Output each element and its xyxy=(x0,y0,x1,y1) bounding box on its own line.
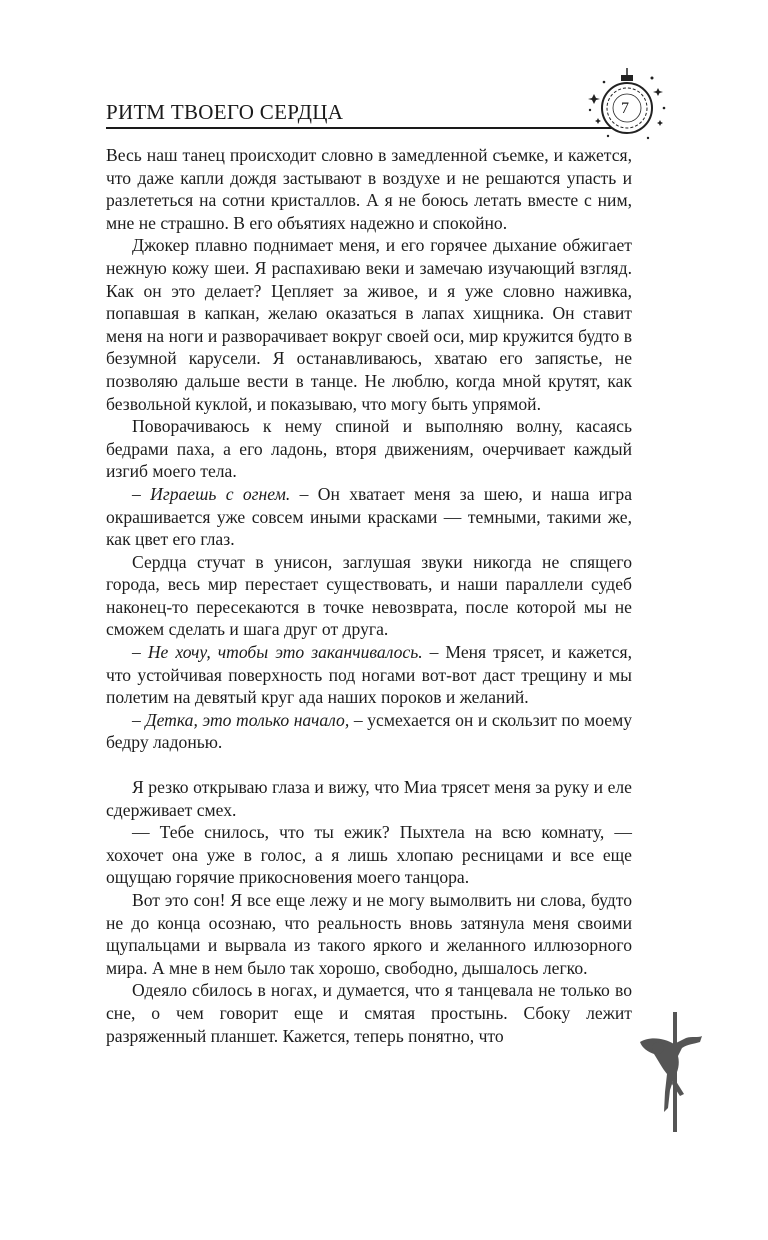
paragraph: Весь наш танец происходит словно в замедленной съемке, и кажется, что даже капли дождя застывают в воздухе и не решаются упасть и разлететься на сотни кристаллов. А я не боюсь летать вместе с ним, мне не страшно. В его объятиях надежно и спокойно. xyxy=(106,145,632,233)
paragraph: Поворачиваюсь к нему спиной и выполняю волну, касаясь бедрами паха, а его ладонь, вторя движениям, очерчивает каждый изгиб моего тела. xyxy=(106,416,632,482)
dialogue-italic: Детка, это только начало, xyxy=(145,709,350,730)
paragraph: Я резко открываю глаза и вижу, что Миа трясет меня за руку и еле сдерживает смех. xyxy=(106,777,632,820)
dialogue-paragraph xyxy=(106,641,632,709)
pole-dancer-icon xyxy=(634,1012,706,1132)
dialogue-italic: Играешь с огнем. xyxy=(150,483,291,504)
paragraph: Вот это сон! Я все еще лежу и не могу вымолвить ни слова, будто не до конца осознаю, что реальность вновь затянула меня своими щупальцами и вырвала из такого яркого и желанного иллюзорного мира. А мне в нем было так хорошо, свободно, дышалось легко. xyxy=(106,890,632,978)
dialogue-rest: – Меня трясет, и кажется, что устойчивая поверхность под ногами вот-вот даст трещину и мы полетим на девятый круг ада наших пороков и желаний. xyxy=(106,642,632,708)
paragraph: Одеяло сбилось в ногах, и думается, что я танцевала не только во сне, о чем говорит еще и смятая простынь. Сбоку лежит разряженный планшет. Кажется, теперь понятно, что xyxy=(106,980,632,1046)
paragraph: Джокер плавно поднимает меня, и его горячее дыхание обжигает нежную кожу шеи. Я распахиваю веки и замечаю изучающий взгляд. Как он это делает? Цепляет за живое, и я уже словно наживка, попавшая в капкан, желаю оказаться в лапах хищника. Он ставит меня на ноги и разворачивает вокруг своей оси, мир кружится будто в безумной карусели. Я останавливаюсь, хватаю его запястье, не позволяю дальше вести в танце. Не люблю, когда мной крутят, как безвольной куклой, и показываю, что могу быть упрямой. xyxy=(106,235,632,414)
dialogue-rest: – усмехается он и скользит по моему бедру ладонью. xyxy=(106,709,632,753)
paragraph: — Тебе снилось, что ты ежик? Пыхтела на всю комнату, — хохочет она уже в голос, а я лишь хлопаю ресницами и все еще ощущаю горячие прикосновения моего танцора. xyxy=(106,822,632,888)
dialogue-italic: Не хочу, чтобы это заканчивалось. xyxy=(147,642,423,663)
dialogue-paragraph xyxy=(106,709,632,754)
header-rule xyxy=(106,127,638,129)
dialogue-dash: – xyxy=(132,483,151,504)
running-header-title: РИТМ ТВОЕГО СЕРДЦА xyxy=(106,100,344,124)
dialogue-rest: – Он хватает меня за шею, и наша игра окрашивается уже совсем иными красками — темными, такими же, как цвет его глаз. xyxy=(106,483,632,550)
paragraph: Сердца стучат в унисон, заглушая звуки никогда не спящего города, весь мир перестает существовать, и наши параллели судеб наконец-то пересекаются в точке невозврата, после которой мы не сможем сделать и шага друг от друга. xyxy=(106,551,632,640)
dialogue-dash: – xyxy=(132,642,148,663)
dialogue-paragraph xyxy=(106,483,632,551)
dialogue-dash: – xyxy=(132,709,146,730)
page-number: 7 xyxy=(621,100,629,117)
body-text xyxy=(106,144,632,1047)
